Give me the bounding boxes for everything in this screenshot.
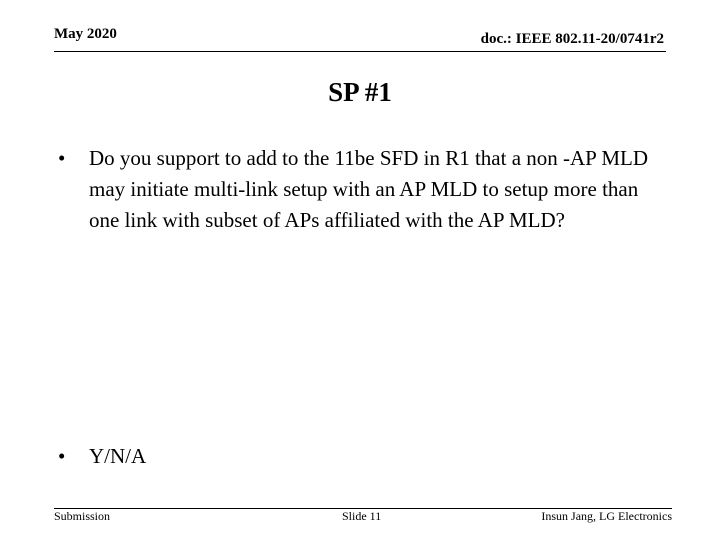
header-document-id: doc.: IEEE 802.11-20/0741r2 xyxy=(480,31,664,47)
bullet-text: Do you support to add to the 11be SFD in R1 that a non -AP MLD may initiate multi-link setup with an AP MLD to setup more than one link with subset of APs affiliated with the AP MLD? xyxy=(89,146,649,232)
slide-title: SP #1 xyxy=(328,77,392,107)
header-date: May 2020 xyxy=(54,26,117,42)
header-divider xyxy=(54,51,666,52)
bullet-text: Y/N/A xyxy=(89,444,147,468)
bullet-symbol: • xyxy=(58,146,66,170)
footer-slide-number: Slide 11 xyxy=(342,509,382,523)
footer-submission: Submission xyxy=(54,509,111,523)
bullet-answer-options xyxy=(58,441,668,472)
bullet-symbol: • xyxy=(58,444,66,468)
bullet-question xyxy=(58,143,668,236)
footer-author: Insun Jang, LG Electronics xyxy=(541,509,672,523)
